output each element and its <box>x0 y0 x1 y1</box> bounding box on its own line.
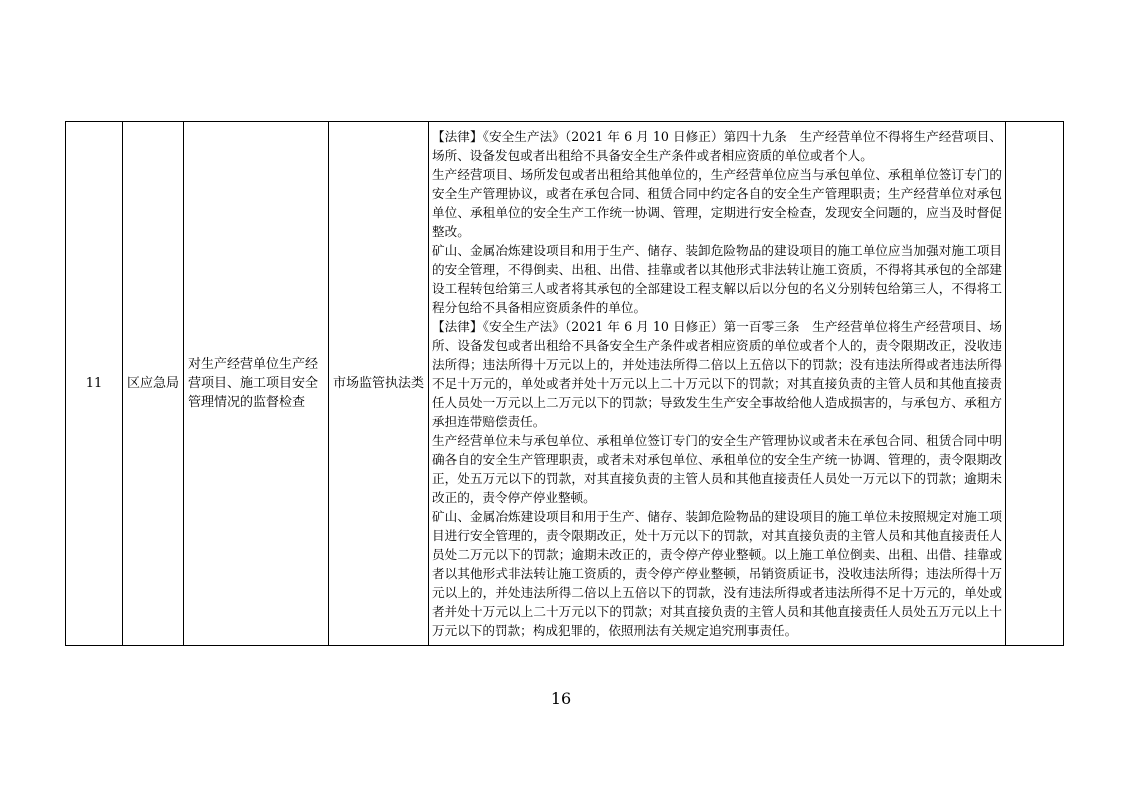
basis-paragraph: 矿山、金属冶炼建设项目和用于生产、储存、装卸危险物品的建设项目的施工单位应当加强对施工项目的安全管理，不得倒卖、出租、出借、挂靠或者以其他形式非法转让施工资质，不得将其承包的全部建设工程转包给第三人或者将其承包的全部建设工程支解以后以分包的名义分别转包给第三人，不得将工程分包给不具备相应资质条件的单位。 <box>432 243 1002 315</box>
document-table <box>65 121 1064 646</box>
item-cell: 对生产经营单位生产经营项目、施工项目安全管理情况的监督检查 <box>184 122 329 646</box>
basis-paragraph: 生产经营单位未与承包单位、承租单位签订专门的安全生产管理协议或者未在承包合同、租赁合同中明确各自的安全生产管理职责，或者未对承包单位、承租单位的安全生产统一协调、管理的，责令限期改正，处五万元以下的罚款，对其直接负责的主管人员和其他直接责任人员处一万元以下的罚款；逾期未改正的，责令停产停业整顿。 <box>432 433 1002 505</box>
note-cell <box>1006 122 1064 646</box>
basis-paragraph: 矿山、金属冶炼建设项目和用于生产、储存、装卸危险物品的建设项目的施工单位未按照规定对施工项目进行安全管理的，责令限期改正，处十万元以下的罚款，对其直接负责的主管人员和其他直接责任人员处二万元以下的罚款；逾期未改正的，责令停产停业整顿。以上施工单位倒卖、出租、出借、挂靠或者以其他形式非法转让施工资质的，责令停产停业整顿，吊销资质证书，没收违法所得；违法所得十万元以上的，并处违法所得二倍以上五倍以下的罚款，没有违法所得或者违法所得不足十万元的，单处或者并处十万元以上二十万元以下的罚款；对其直接负责的主管人员和其他直接责任人员处五万元以上十万元以下的罚款；构成犯罪的，依照刑法有关规定追究刑事责任。 <box>432 509 1002 638</box>
legal-basis-cell <box>429 122 1006 646</box>
department-cell: 区应急局 <box>123 122 184 646</box>
basis-paragraph: 【法律】《安全生产法》（2021 年 6 月 10 日修正）第四十九条 生产经营单位不得将生产经营项目、场所、设备发包或者出租给不具备安全生产条件或者相应资质的单位或者个人。 <box>432 129 1002 163</box>
basis-paragraph: 生产经营项目、场所发包或者出租给其他单位的，生产经营单位应当与承包单位、承租单位签订专门的安全生产管理协议，或者在承包合同、租赁合同中约定各自的安全生产管理职责；生产经营单位对承包单位、承租单位的安全生产工作统一协调、管理，定期进行安全检查，发现安全问题的，应当及时督促整改。 <box>432 167 1002 239</box>
page-number: 16 <box>550 689 572 708</box>
basis-paragraph: 【法律】《安全生产法》（2021 年 6 月 10 日修正）第一百零三条 生产经营单位将生产经营项目、场所、设备发包或者出租给不具备安全生产条件或者相应资质的单位或者个人的，责令限期改正，没收违法所得；违法所得十万元以上的，并处违法所得二倍以上五倍以下的罚款；没有违法所得或者违法所得不足十万元的，单处或者并处十万元以上二十万元以下的罚款；对其直接负责的主管人员和其他直接责任人员处一万元以上二万元以下的罚款；导致发生生产安全事故给他人造成损害的，与承包方、承租方承担连带赔偿责任。 <box>432 319 1002 429</box>
row-number: 11 <box>66 122 123 646</box>
table-row <box>66 122 1064 646</box>
category-cell: 市场监管执法类 <box>329 122 429 646</box>
